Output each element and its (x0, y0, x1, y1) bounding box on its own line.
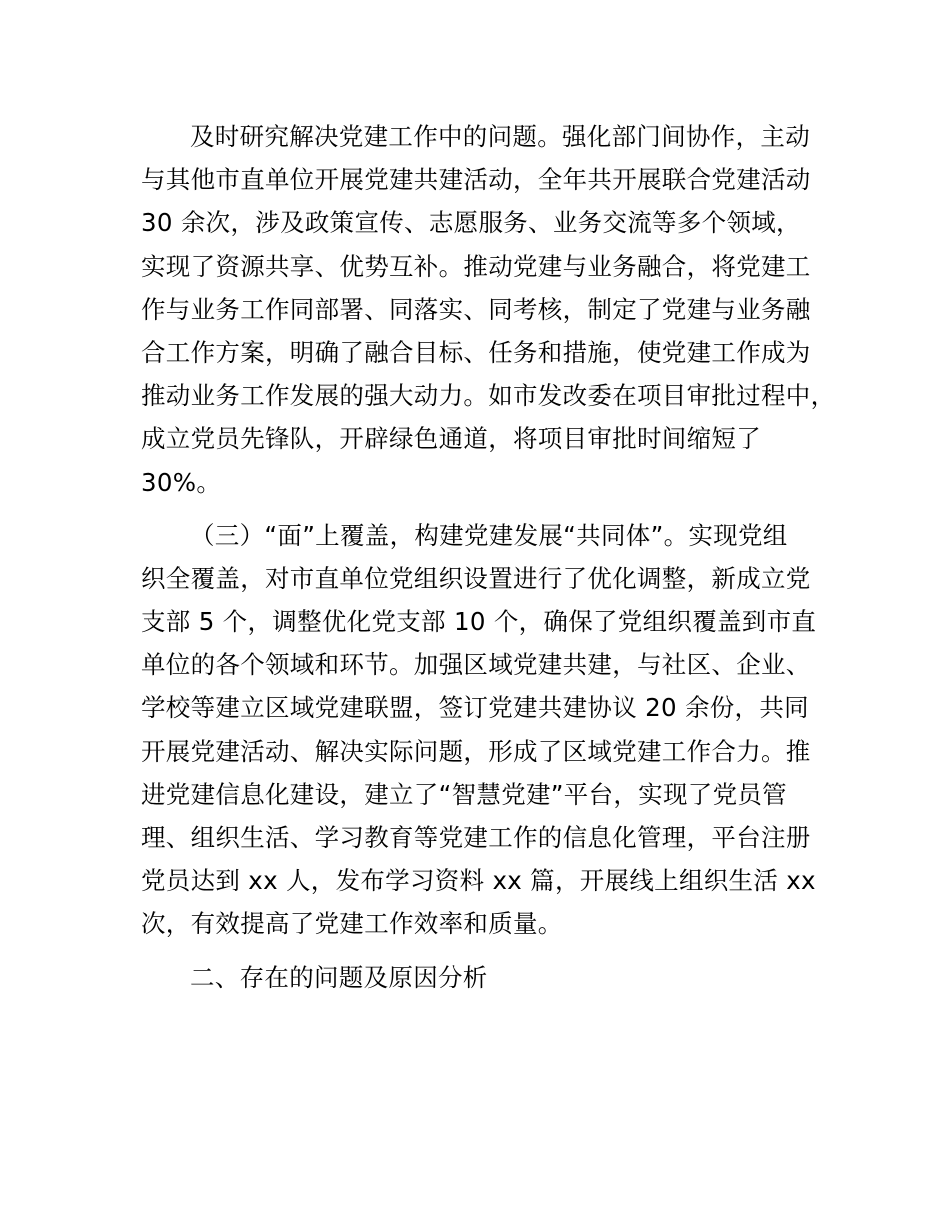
paragraph-spacer (141, 946, 841, 956)
text-line: 学校等建立区域党建联盟，签订党建共建协议 20 余份，共同 (141, 693, 809, 723)
text-line: 成立党员先锋队，开辟绿色通道，将项目审批时间缩短了 (141, 424, 761, 454)
paragraph-coverage-community (141, 514, 841, 946)
text-line: 30 余次，涉及政策宣传、志愿服务、业务交流等多个领域， (141, 208, 801, 238)
text-line: 织全覆盖，对市直单位党组织设置进行了优化调整，新成立党 (141, 563, 811, 593)
paragraph-party-building-collaboration (141, 115, 841, 504)
text-line: 推动业务工作发展的强大动力。如市发改委在项目审批过程中， (141, 381, 836, 411)
document-body (141, 115, 841, 999)
text-line: 单位的各个领域和环节。加强区域党建共建，与社区、企业、 (141, 650, 811, 680)
text-line: 30%。 (141, 467, 222, 497)
text-line: 开展党建活动、解决实际问题，形成了区域党建工作合力。推 (141, 736, 811, 766)
text-line: 次，有效提高了党建工作效率和质量。 (141, 909, 563, 939)
text-line: 及时研究解决党建工作中的问题。强化部门间协作，主动 (190, 122, 810, 151)
text-line: 合工作方案，明确了融合目标、任务和措施，使党建工作成为 (141, 337, 811, 367)
paragraph-spacer (141, 504, 841, 514)
text-line: 实现了资源共享、优势互补。推动党建与业务融合，将党建工 (141, 251, 811, 281)
text-line: 支部 5 个，调整优化党支部 10 个，确保了党组织覆盖到市直 (141, 607, 817, 637)
text-line: 理、组织生活、学习教育等党建工作的信息化管理，平台注册 (141, 823, 811, 852)
text-line: 党员达到 xx 人，发布学习资料 xx 篇，开展线上组织生活 xx (141, 866, 816, 896)
text-line: （三）“面”上覆盖，构建党建发展“共同体”。实现党组 (190, 520, 788, 550)
text-line: 与其他市直单位开展党建共建活动，全年共开展联合党建活动 (141, 165, 811, 195)
text-line: 作与业务工作同部署、同落实、同考核，制定了党建与业务融 (141, 294, 811, 324)
section-heading: 二、存在的问题及原因分析 (190, 962, 488, 992)
text-line: 进党建信息化建设，建立了“智慧党建”平台，实现了党员管 (141, 779, 787, 809)
